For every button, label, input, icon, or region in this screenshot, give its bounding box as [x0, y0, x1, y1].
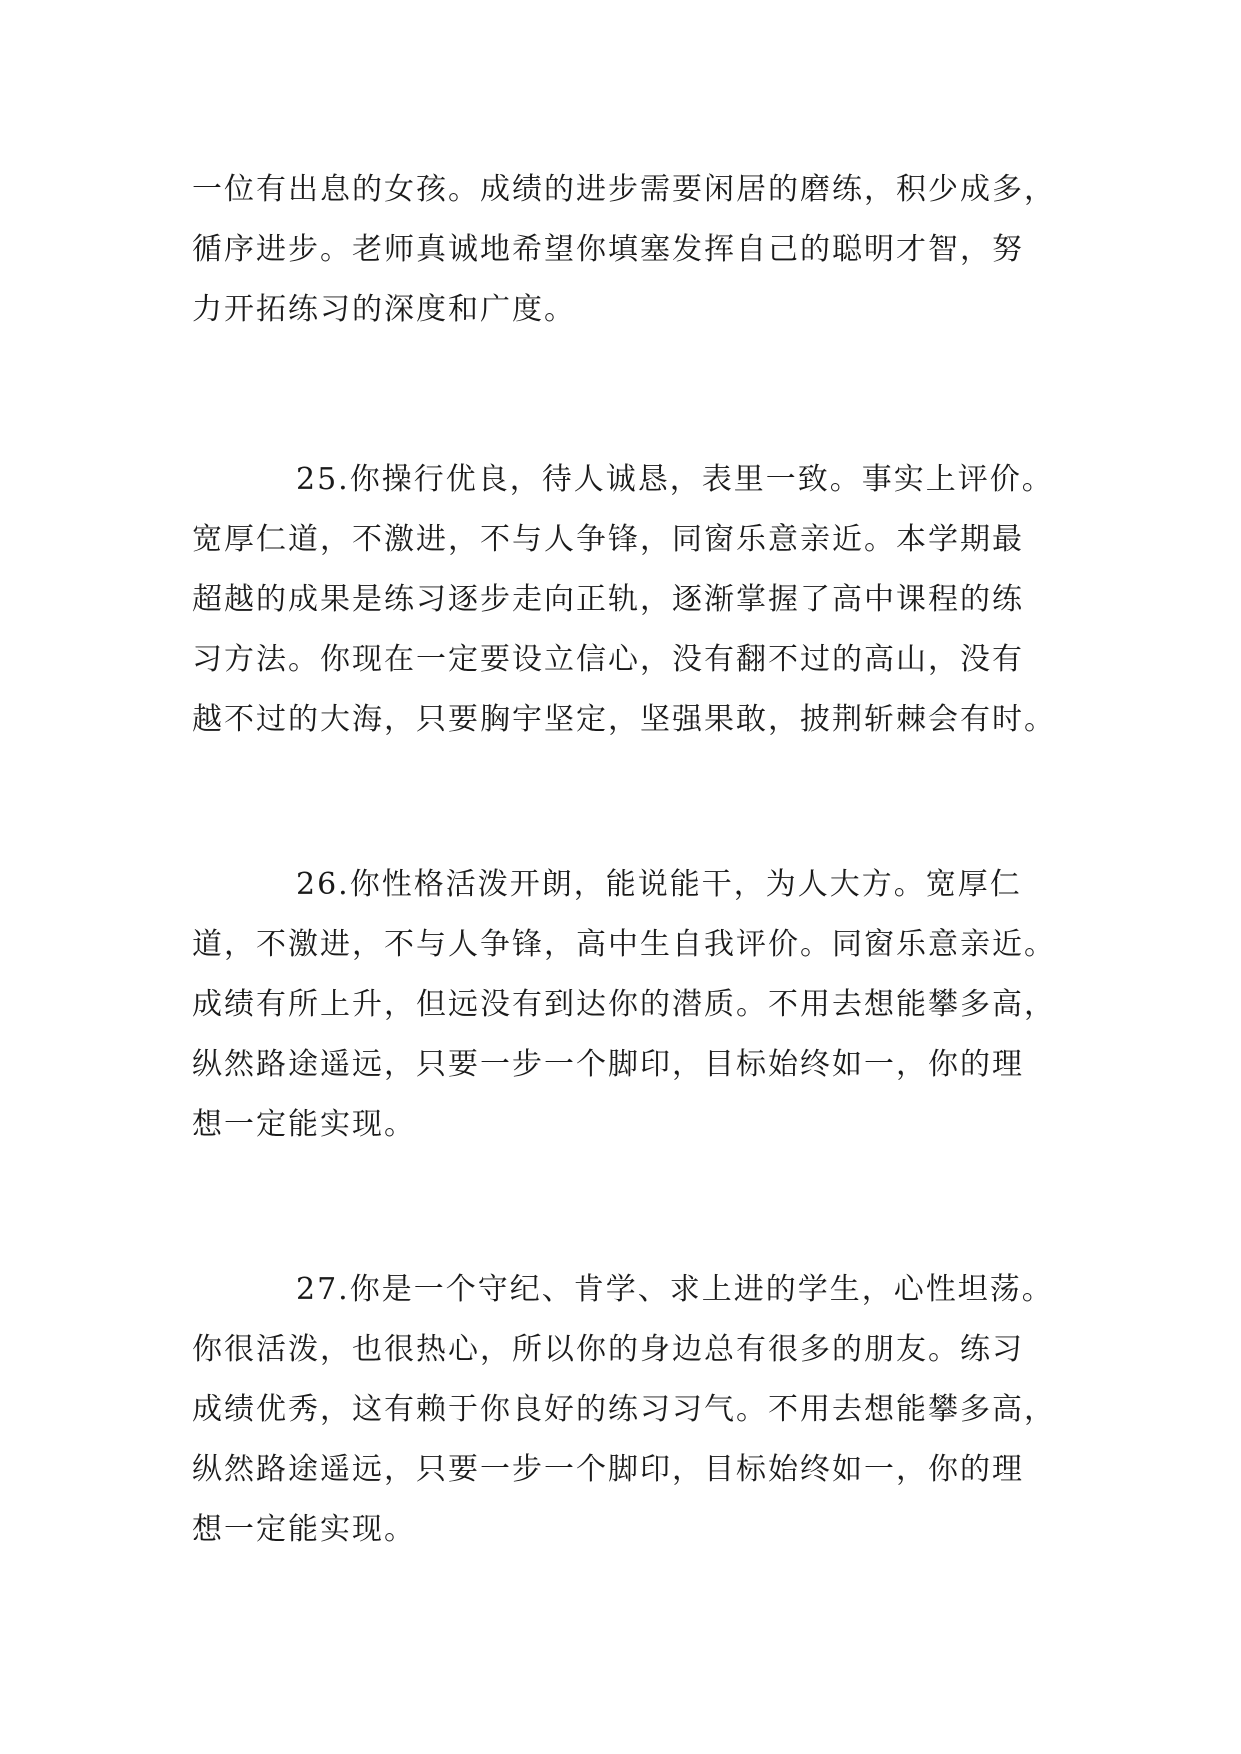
text-line: 宽厚仁道，不激进，不与人争锋，同窗乐意亲近。本学期最 — [192, 522, 1024, 557]
text-line: 纵然路途遥远，只要一步一个脚印，目标始终如一，你的理 — [192, 1452, 1024, 1487]
text-line: 越不过的大海，只要胸宇坚定，坚强果敢，披荆斩棘会有时。 — [192, 702, 1056, 737]
text-line: 想一定能实现。 — [192, 1512, 416, 1547]
text-line: 习方法。你现在一定要设立信心，没有翻不过的高山，没有 — [192, 642, 1024, 677]
text-line: 你很活泼，也很热心，所以你的身边总有很多的朋友。练习 — [192, 1332, 1024, 1367]
text-line: 成绩有所上升，但远没有到达你的潜质。不用去想能攀多高， — [192, 987, 1056, 1022]
paragraph-26 — [192, 855, 1062, 1155]
paragraph-24-continued — [192, 160, 1062, 340]
text-line: 纵然路途遥远，只要一步一个脚印，目标始终如一，你的理 — [192, 1047, 1024, 1082]
text-line: 26.你性格活泼开朗，能说能干，为人大方。宽厚仁 — [296, 867, 1022, 902]
paragraph-27 — [192, 1260, 1062, 1560]
text-line: 道，不激进，不与人争锋，高中生自我评价。同窗乐意亲近。 — [192, 927, 1056, 962]
text-line: 循序进步。老师真诚地希望你填塞发挥自己的聪明才智，努 — [192, 232, 1024, 267]
text-line: 25.你操行优良，待人诚恳，表里一致。事实上评价。 — [296, 462, 1054, 497]
text-line: 成绩优秀，这有赖于你良好的练习习气。不用去想能攀多高， — [192, 1392, 1056, 1427]
paragraph-25 — [192, 450, 1062, 750]
text-line: 27.你是一个守纪、肯学、求上进的学生，心性坦荡。 — [296, 1272, 1054, 1307]
text-line: 超越的成果是练习逐步走向正轨，逐渐掌握了高中课程的练 — [192, 582, 1024, 617]
text-line: 力开拓练习的深度和广度。 — [192, 292, 576, 327]
text-line: 想一定能实现。 — [192, 1107, 416, 1142]
text-line: 一位有出息的女孩。成绩的进步需要闲居的磨练，积少成多， — [192, 172, 1056, 207]
